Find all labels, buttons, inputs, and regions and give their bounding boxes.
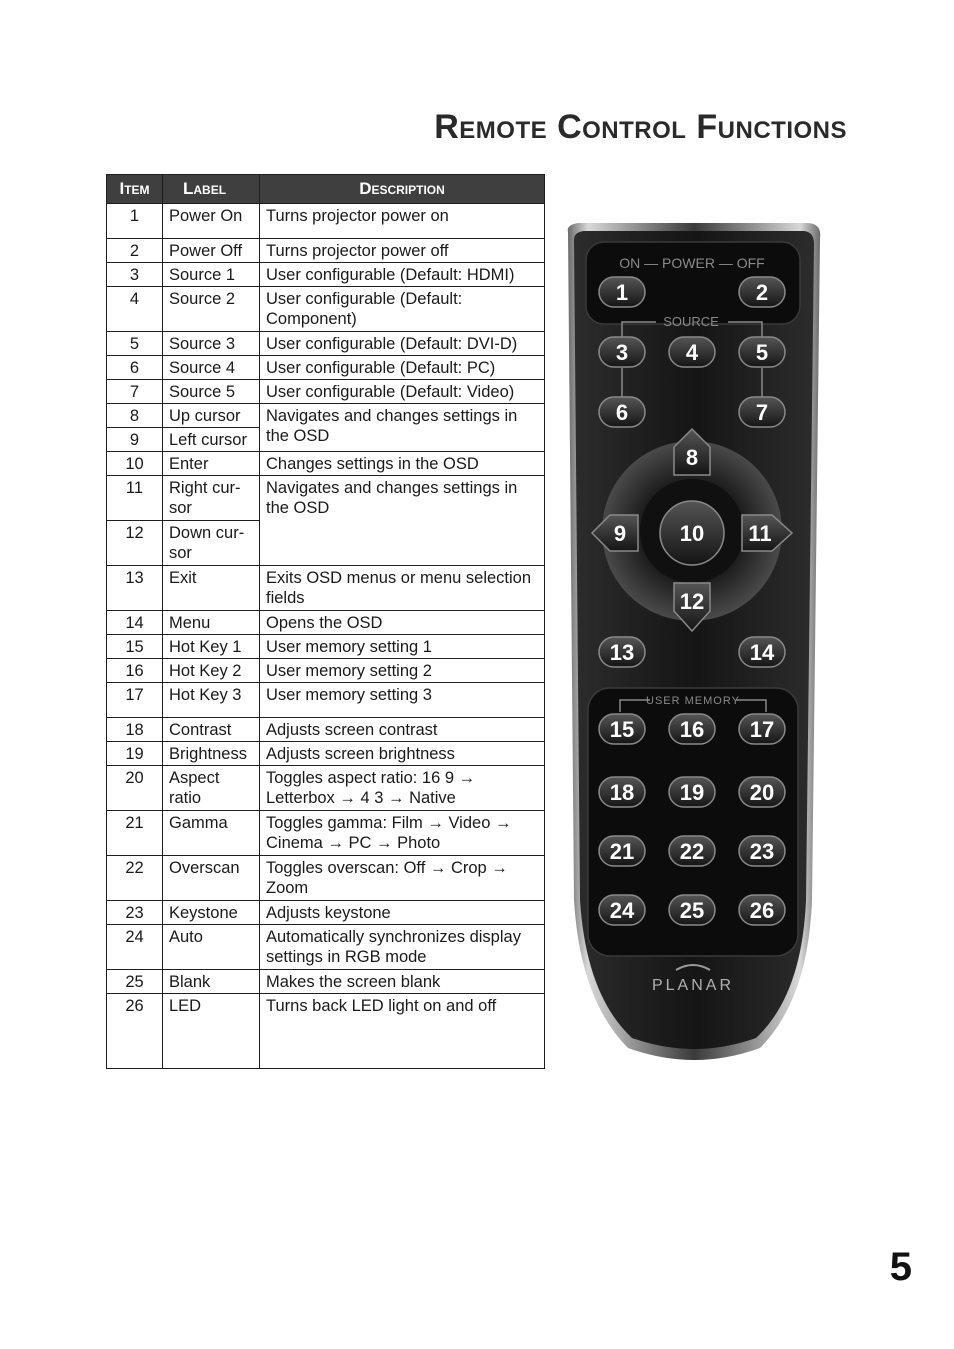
- item-number: 11: [107, 476, 163, 521]
- table-row: [107, 901, 545, 925]
- item-number: 19: [107, 742, 163, 766]
- item-description: Automatically synchronizes display settings in RGB mode: [260, 925, 545, 970]
- remote-button-label: 23: [749, 839, 775, 864]
- item-label: Up cursor: [163, 404, 260, 428]
- table-row: [107, 476, 545, 521]
- item-number: 2: [107, 239, 163, 263]
- remote-button-label: 12: [679, 589, 705, 614]
- item-number: 22: [107, 856, 163, 901]
- item-label: Source 2: [163, 287, 260, 332]
- power-label: ON — POWER — OFF: [619, 255, 765, 271]
- item-description: Navigates and changes settings in the OSD: [260, 476, 545, 566]
- item-label: Right cur-sor: [163, 476, 260, 521]
- remote-button-17[interactable]: [739, 714, 785, 744]
- table-row: [107, 287, 545, 332]
- remote-button-label: 8: [685, 445, 699, 470]
- item-description: Makes the screen blank: [260, 970, 545, 994]
- remote-button-16[interactable]: [669, 714, 715, 744]
- table-row: [107, 742, 545, 766]
- item-number: 25: [107, 970, 163, 994]
- item-number: 3: [107, 263, 163, 287]
- remote-button-label: 11: [748, 521, 772, 546]
- item-description: Changes settings in the OSD: [260, 452, 545, 476]
- remote-button-14[interactable]: [739, 637, 785, 667]
- item-label: Source 4: [163, 356, 260, 380]
- remote-button-10[interactable]: [660, 501, 724, 565]
- item-number: 10: [107, 452, 163, 476]
- remote-button-label: 26: [749, 898, 775, 923]
- item-label: Overscan: [163, 856, 260, 901]
- remote-functions-table: [106, 174, 545, 1069]
- remote-button-20[interactable]: [739, 777, 785, 807]
- table-row: [107, 970, 545, 994]
- item-label: Exit: [163, 566, 260, 611]
- item-description: Navigates and changes settings in the OSD: [260, 404, 545, 452]
- item-label: Hot Key 1: [163, 635, 260, 659]
- remote-button-label: 20: [749, 780, 775, 805]
- remote-button-label: 6: [615, 400, 629, 425]
- remote-button-18[interactable]: [599, 777, 645, 807]
- remote-button-4[interactable]: [669, 337, 715, 367]
- header-label: Label: [163, 175, 260, 204]
- remote-button-3[interactable]: [599, 337, 645, 367]
- item-description: User configurable (Default: Video): [260, 380, 545, 404]
- item-description: Adjusts keystone: [260, 901, 545, 925]
- item-number: 18: [107, 718, 163, 742]
- page-title: Remote Control Functions: [434, 108, 847, 146]
- remote-button-label: 4: [685, 340, 699, 365]
- item-label: Hot Key 2: [163, 659, 260, 683]
- table-row: [107, 635, 545, 659]
- remote-button-label: 5: [755, 340, 769, 365]
- item-description: Toggles gamma: Film → Video → Cinema → PC → Photo: [260, 811, 545, 856]
- item-label: Gamma: [163, 811, 260, 856]
- table-row: [107, 856, 545, 901]
- item-description: Exits OSD menus or menu selection fields: [260, 566, 545, 611]
- item-number: 23: [107, 901, 163, 925]
- remote-button-6[interactable]: [599, 397, 645, 427]
- item-label: Contrast: [163, 718, 260, 742]
- header-description: Description: [260, 175, 545, 204]
- item-description: Toggles overscan: Off → Crop → Zoom: [260, 856, 545, 901]
- item-description: Adjusts screen brightness: [260, 742, 545, 766]
- item-label: Brightness: [163, 742, 260, 766]
- remote-button-label: 21: [609, 839, 635, 864]
- remote-button-label: 24: [609, 898, 635, 923]
- table-row: [107, 994, 545, 1069]
- item-description: Turns back LED light on and off: [260, 994, 545, 1069]
- item-description: Turns projector power on: [260, 204, 545, 239]
- table-row: [107, 239, 545, 263]
- item-number: 21: [107, 811, 163, 856]
- table-row: [107, 380, 545, 404]
- item-description: Toggles aspect ratio: 16 9 → Letterbox → 4 3 → Native: [260, 766, 545, 811]
- header-item: Item: [107, 175, 163, 204]
- item-description: User memory setting 3: [260, 683, 545, 718]
- item-description: Turns projector power off: [260, 239, 545, 263]
- table-row: [107, 766, 545, 811]
- item-number: 12: [107, 521, 163, 566]
- remote-button-label: 13: [609, 640, 635, 665]
- table-row: [107, 452, 545, 476]
- remote-button-label: 17: [749, 717, 775, 742]
- item-number: 15: [107, 635, 163, 659]
- page-number: 5: [889, 1245, 912, 1289]
- item-label: LED: [163, 994, 260, 1069]
- item-label: Aspect ratio: [163, 766, 260, 811]
- table-row: [107, 611, 545, 635]
- remote-button-13[interactable]: [599, 637, 645, 667]
- table-row: [107, 811, 545, 856]
- item-number: 13: [107, 566, 163, 611]
- table-row: [107, 263, 545, 287]
- item-description: User memory setting 2: [260, 659, 545, 683]
- item-number: 7: [107, 380, 163, 404]
- item-label: Source 1: [163, 263, 260, 287]
- table-row: [107, 718, 545, 742]
- item-number: 9: [107, 428, 163, 452]
- item-description: Adjusts screen contrast: [260, 718, 545, 742]
- item-label: Down cur-sor: [163, 521, 260, 566]
- item-description: User configurable (Default: DVI-D): [260, 332, 545, 356]
- item-description: Opens the OSD: [260, 611, 545, 635]
- remote-button-21[interactable]: [599, 836, 645, 866]
- item-number: 1: [107, 204, 163, 239]
- item-label: Source 5: [163, 380, 260, 404]
- remote-button-19[interactable]: [669, 777, 715, 807]
- item-label: Hot Key 3: [163, 683, 260, 718]
- item-label: Power Off: [163, 239, 260, 263]
- remote-button-22[interactable]: [669, 836, 715, 866]
- item-description: User memory setting 1: [260, 635, 545, 659]
- remote-button-label: 2: [755, 280, 769, 305]
- item-number: 26: [107, 994, 163, 1069]
- table-header-row: [107, 175, 545, 204]
- item-label: Source 3: [163, 332, 260, 356]
- remote-button-label: 22: [679, 839, 705, 864]
- remote-button-7[interactable]: [739, 397, 785, 427]
- table-row: [107, 332, 545, 356]
- remote-button-23[interactable]: [739, 836, 785, 866]
- table-row: [107, 404, 545, 428]
- item-label: Keystone: [163, 901, 260, 925]
- remote-button-label: 1: [615, 280, 629, 305]
- remote-button-25[interactable]: [669, 895, 715, 925]
- item-description: User configurable (Default: Component): [260, 287, 545, 332]
- remote-button-label: 7: [755, 400, 769, 425]
- item-number: 6: [107, 356, 163, 380]
- table-row: [107, 356, 545, 380]
- item-number: 16: [107, 659, 163, 683]
- remote-button-label: 16: [679, 717, 705, 742]
- remote-button-label: 19: [679, 780, 705, 805]
- remote-button-label: 25: [679, 898, 705, 923]
- table-row: [107, 659, 545, 683]
- remote-button-label: 18: [609, 780, 635, 805]
- item-description: User configurable (Default: PC): [260, 356, 545, 380]
- item-label: Auto: [163, 925, 260, 970]
- item-number: 17: [107, 683, 163, 718]
- item-label: Left cursor: [163, 428, 260, 452]
- remote-button-26[interactable]: [739, 895, 785, 925]
- table-row: [107, 925, 545, 970]
- table-row: [107, 683, 545, 718]
- item-label: Menu: [163, 611, 260, 635]
- item-number: 14: [107, 611, 163, 635]
- item-number: 4: [107, 287, 163, 332]
- table-row: [107, 566, 545, 611]
- item-label: Enter: [163, 452, 260, 476]
- table-row: [107, 204, 545, 239]
- source-label: SOURCE: [663, 314, 719, 329]
- user-memory-label: USER MEMORY: [646, 695, 740, 707]
- item-label: Blank: [163, 970, 260, 994]
- remote-control-illustration: [560, 215, 826, 1065]
- item-number: 5: [107, 332, 163, 356]
- remote-button-label: 9: [613, 521, 627, 546]
- item-number: 20: [107, 766, 163, 811]
- item-number: 8: [107, 404, 163, 428]
- remote-button-label: 14: [749, 640, 775, 665]
- remote-button-label: 10: [679, 521, 705, 546]
- remote-button-5[interactable]: [739, 337, 785, 367]
- remote-button-1[interactable]: [599, 277, 645, 307]
- remote-button-label: 15: [609, 717, 635, 742]
- remote-button-24[interactable]: [599, 895, 645, 925]
- item-number: 24: [107, 925, 163, 970]
- remote-button-label: 3: [615, 340, 629, 365]
- item-label: Power On: [163, 204, 260, 239]
- item-description: User configurable (Default: HDMI): [260, 263, 545, 287]
- brand-label: PLANAR: [651, 977, 735, 994]
- remote-button-15[interactable]: [599, 714, 645, 744]
- remote-button-2[interactable]: [739, 277, 785, 307]
